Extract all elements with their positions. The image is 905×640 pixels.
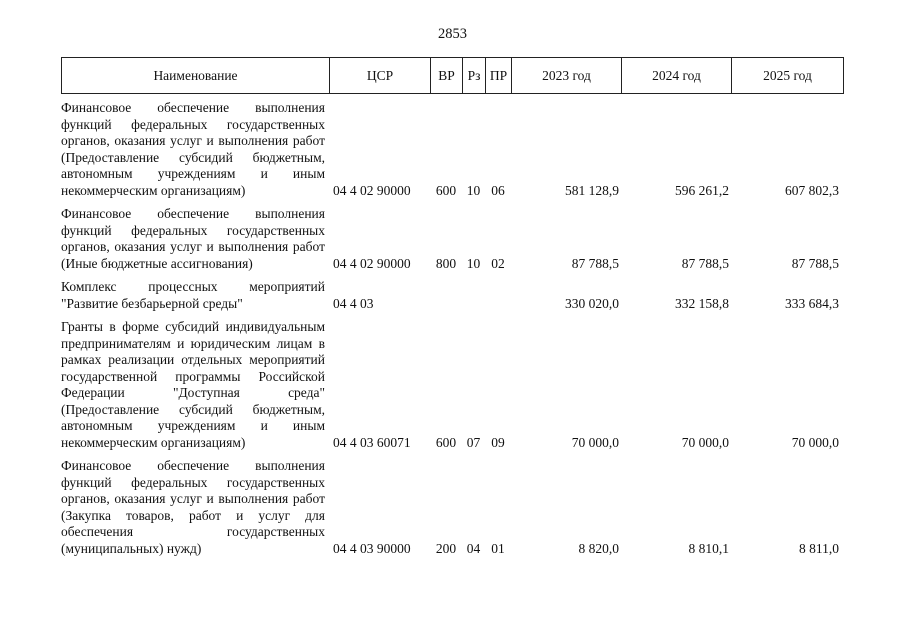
row-2024: 8 810,1 — [688, 540, 729, 556]
row-2025: 607 802,3 — [785, 182, 839, 198]
row-rz: 04 — [466, 540, 481, 556]
row-vr — [430, 279, 462, 319]
header-vr: ВР — [431, 58, 463, 94]
row-name: Финансовое обеспечение выполнения функций федеральных государственных органов, оказания услуг и выполнения работ (Иные бюджетные ассигнования) — [61, 206, 325, 271]
row-name: Финансовое обеспечение выполнения функций федеральных государственных органов, оказания услуг и выполнения работ (Закупка товаров, работ и услуг для обеспечения государственных (муниципальных) нужд) — [61, 458, 325, 556]
row-pr: 01 — [491, 540, 505, 556]
row-csr: 04 4 02 90000 — [333, 182, 411, 198]
table-row — [61, 458, 841, 564]
table-row — [61, 100, 841, 206]
page-number: 2853 — [438, 26, 467, 42]
row-2025: 8 811,0 — [799, 540, 839, 556]
row-2023: 8 820,0 — [578, 540, 619, 556]
header-2024: 2024 год — [622, 58, 732, 94]
header-2023: 2023 год — [512, 58, 622, 94]
table-row — [61, 319, 841, 458]
table-row — [61, 206, 841, 279]
table-body — [61, 100, 841, 564]
row-2024: 596 261,2 — [675, 182, 729, 198]
header-2025: 2025 год — [732, 58, 844, 94]
row-2024: 87 788,5 — [681, 255, 729, 271]
row-2023: 70 000,0 — [571, 434, 619, 450]
row-2023: 581 128,9 — [565, 182, 619, 198]
row-vr: 200 — [435, 540, 457, 556]
header-rz: Рз — [463, 58, 486, 94]
row-pr — [485, 279, 511, 319]
row-csr: 04 4 03 60071 — [333, 434, 411, 450]
header-csr: ЦСР — [330, 58, 431, 94]
row-rz — [462, 279, 485, 319]
row-vr: 800 — [435, 255, 457, 271]
row-rz: 10 — [466, 182, 481, 198]
row-name: Комплекс процессных мероприятий "Развитие безбарьерной среды" — [61, 279, 325, 311]
row-2024: 332 158,8 — [675, 295, 729, 311]
header-name: Наименование — [62, 58, 330, 94]
row-csr: 04 4 03 90000 — [333, 540, 411, 556]
row-2024: 70 000,0 — [681, 434, 729, 450]
header-pr: ПР — [486, 58, 512, 94]
table-row — [61, 279, 841, 319]
row-2025: 333 684,3 — [785, 295, 839, 311]
row-vr: 600 — [435, 182, 457, 198]
row-2023: 330 020,0 — [565, 295, 619, 311]
row-rz: 10 — [466, 255, 481, 271]
row-pr: 06 — [491, 182, 505, 198]
table-header — [61, 57, 844, 94]
row-csr: 04 4 02 90000 — [333, 255, 411, 271]
row-2025: 87 788,5 — [791, 255, 839, 271]
row-vr: 600 — [435, 434, 457, 450]
row-rz: 07 — [466, 434, 481, 450]
header-row — [62, 58, 844, 94]
row-name: Финансовое обеспечение выполнения функций федеральных государственных органов, оказания услуг и выполнения работ (Предоставление субсидий бюджетным, автономным учреждениям и иным некоммерческим организациям) — [61, 100, 325, 198]
row-csr: 04 4 03 — [333, 295, 374, 311]
row-name: Гранты в форме субсидий индивидуальным предпринимателям и юридическим лицам в рамках реализации отдельных мероприятий государственной программы Российской Федерации "Доступная среда" (Предоставление субсидий бюджетным, автономным учреждениям и иным некоммерческим организациям) — [61, 319, 325, 450]
row-2023: 87 788,5 — [571, 255, 619, 271]
row-pr: 09 — [491, 434, 505, 450]
row-2025: 70 000,0 — [791, 434, 839, 450]
row-pr: 02 — [491, 255, 505, 271]
